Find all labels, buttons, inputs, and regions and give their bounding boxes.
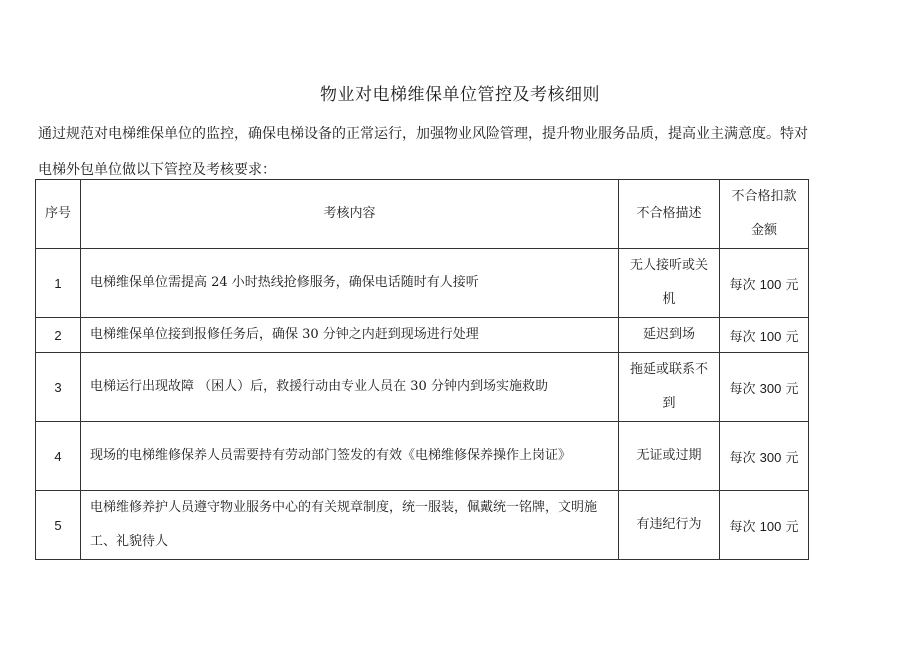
penalty-prefix: 每次 — [729, 450, 756, 466]
row-index: 1 — [36, 249, 81, 318]
row-penalty — [720, 249, 809, 318]
penalty-unit: 元 — [785, 329, 799, 345]
table-row — [36, 353, 809, 422]
table-row — [36, 318, 809, 353]
row-content: 现场的电梯维修保养人员需要持有劳动部门签发的有效《电梯维修保养操作上岗证》 — [81, 422, 619, 491]
penalty-unit: 元 — [785, 381, 799, 397]
penalty-amount: 300 — [759, 449, 782, 465]
row-failure: 拖延或联系不到 — [619, 353, 720, 422]
penalty-unit: 元 — [785, 277, 799, 293]
row-failure: 无证或过期 — [619, 422, 720, 491]
penalty-prefix: 每次 — [729, 277, 756, 293]
row-content: 电梯运行出现故障 （困人）后，救援行动由专业人员在 30 分钟内到场实施救助 — [81, 353, 619, 422]
header-penalty: 不合格扣款金额 — [720, 180, 809, 249]
header-failure: 不合格描述 — [619, 180, 720, 249]
intro-paragraph: 通过规范对电梯维保单位的监控，确保电梯设备的正常运行，加强物业风险管理，提升物业服务品质，提高业主满意度。特对电梯外包单位做以下管控及考核要求： — [38, 126, 808, 178]
penalty-amount: 300 — [759, 380, 782, 396]
assessment-table — [35, 179, 809, 560]
penalty-amount: 100 — [759, 518, 782, 534]
row-index: 4 — [36, 422, 81, 491]
penalty-prefix: 每次 — [729, 519, 756, 535]
penalty-prefix: 每次 — [729, 381, 756, 397]
document-title: 物业对电梯维保单位管控及考核细则 — [320, 85, 600, 105]
row-penalty — [720, 318, 809, 353]
row-failure: 有违纪行为 — [619, 491, 720, 560]
penalty-unit: 元 — [785, 519, 799, 535]
row-penalty — [720, 353, 809, 422]
row-failure: 无人接听或关机 — [619, 249, 720, 318]
row-index: 3 — [36, 353, 81, 422]
penalty-amount: 100 — [759, 276, 782, 292]
row-content: 电梯维保单位接到报修任务后，确保 30 分钟之内赶到现场进行处理 — [81, 318, 619, 353]
row-index: 5 — [36, 491, 81, 560]
row-penalty — [720, 491, 809, 560]
header-index: 序号 — [36, 180, 81, 249]
penalty-amount: 100 — [759, 328, 782, 344]
penalty-prefix: 每次 — [729, 329, 756, 345]
penalty-unit: 元 — [785, 450, 799, 466]
row-failure: 延迟到场 — [619, 318, 720, 353]
table-row — [36, 491, 809, 560]
row-content: 电梯维修养护人员遵守物业服务中心的有关规章制度，统一服装，佩戴统一铭牌，文明施工、礼貌待人 — [81, 491, 619, 560]
row-penalty — [720, 422, 809, 491]
header-content: 考核内容 — [81, 180, 619, 249]
table-row — [36, 249, 809, 318]
table-row — [36, 422, 809, 491]
row-content: 电梯维保单位需提高 24 小时热线抢修服务，确保电话随时有人接听 — [81, 249, 619, 318]
row-index: 2 — [36, 318, 81, 353]
table-header-row — [36, 180, 809, 249]
